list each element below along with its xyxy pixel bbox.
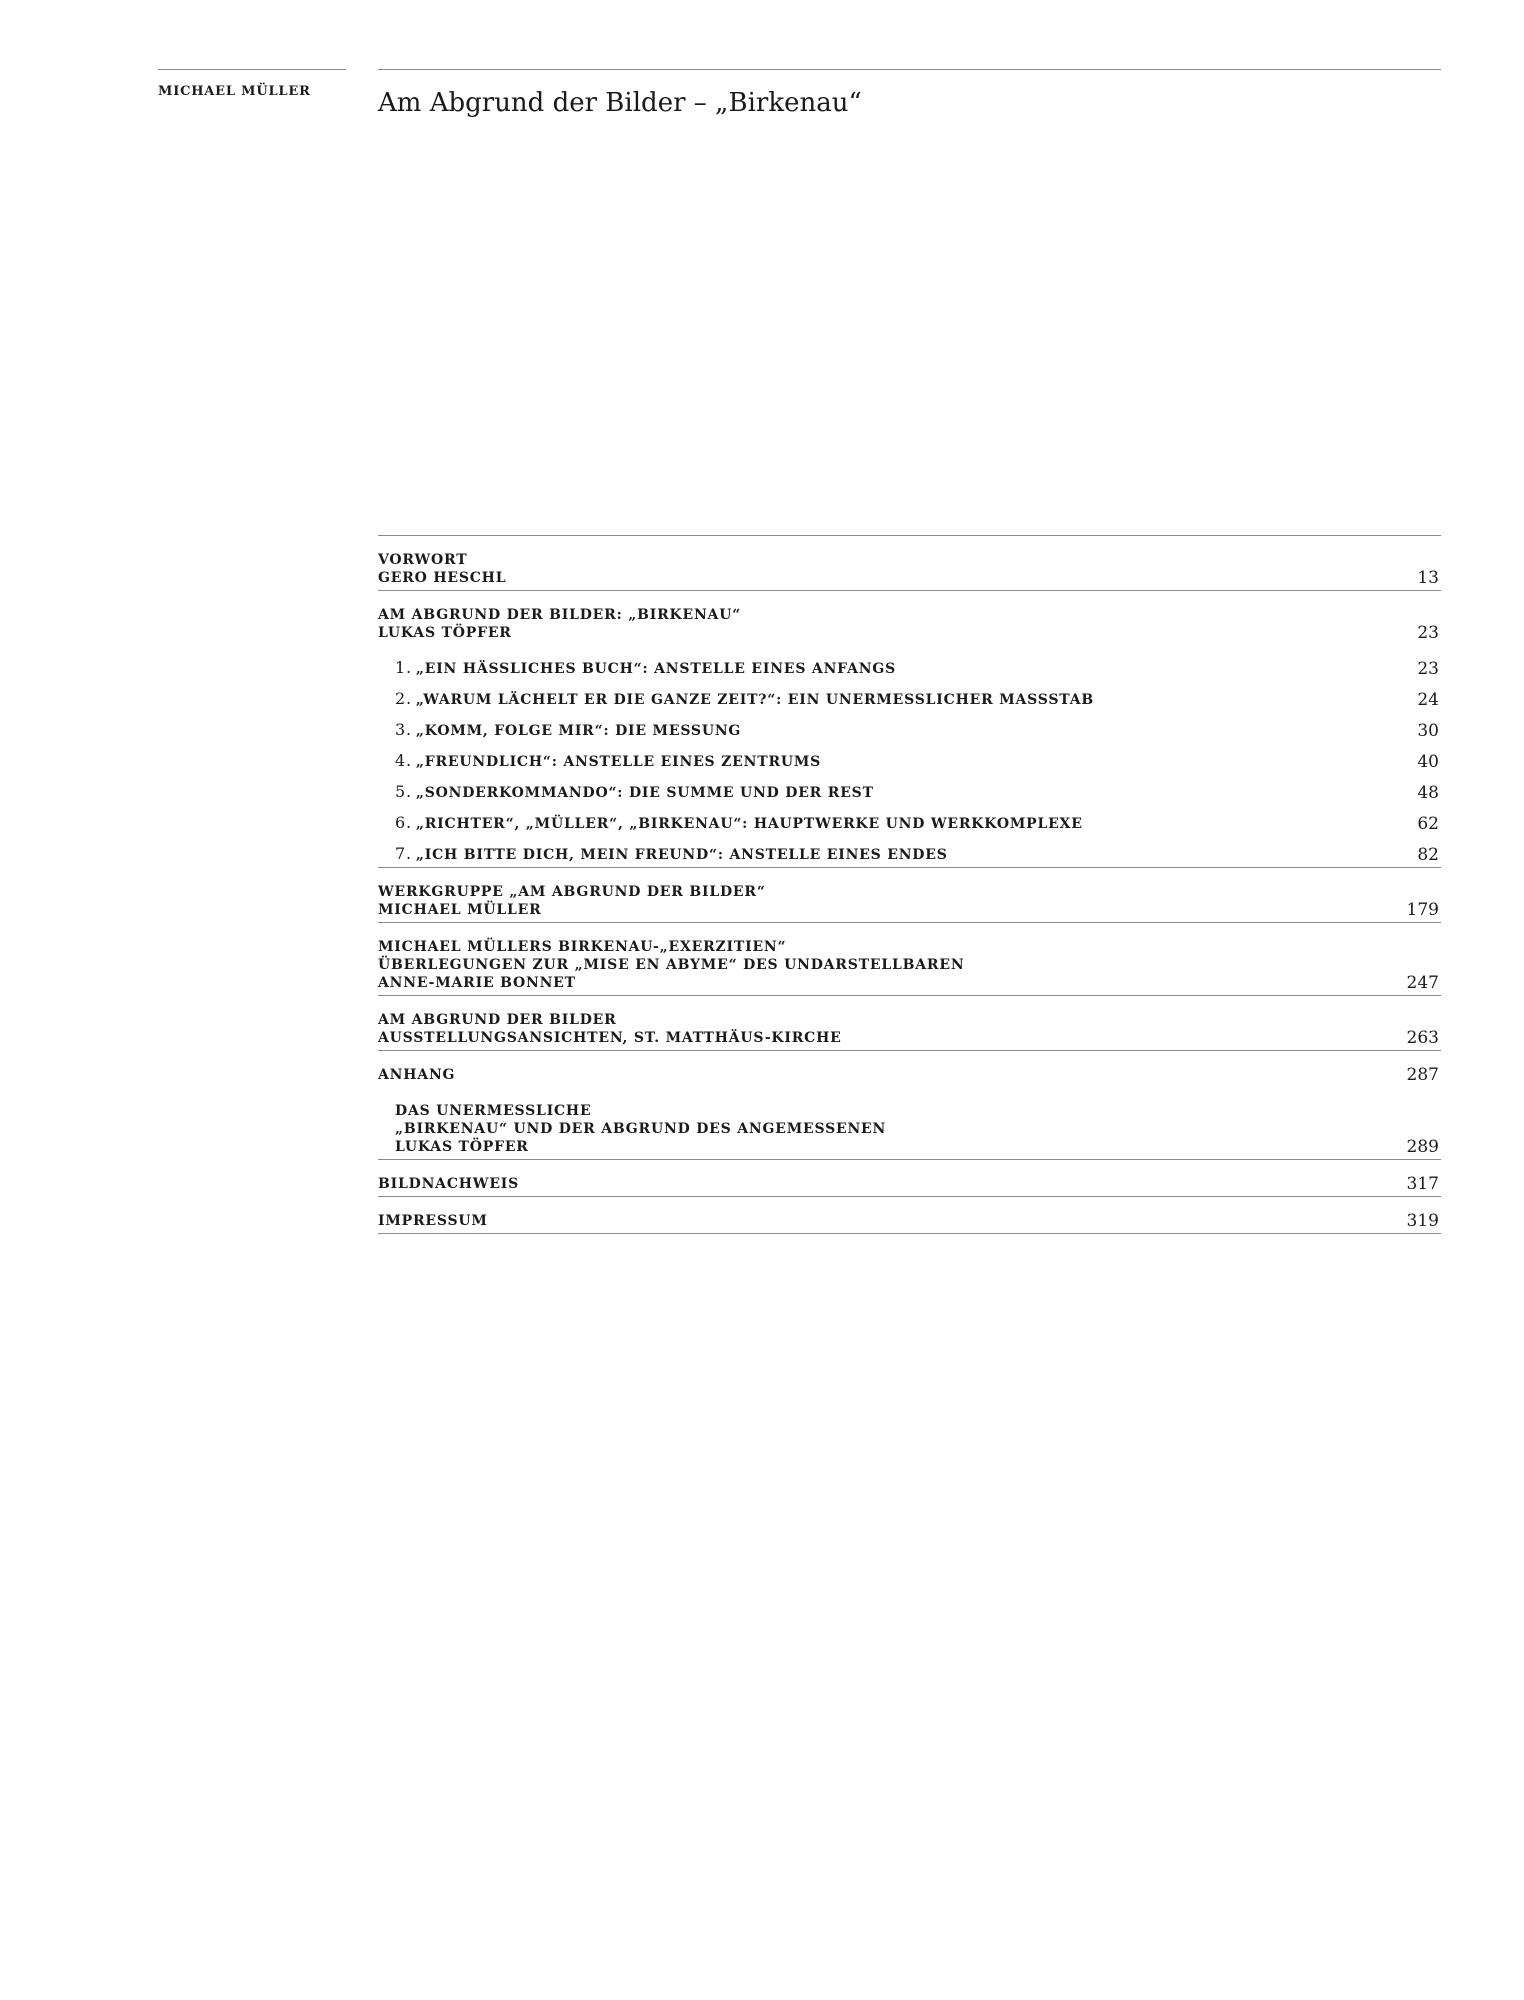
toc-chapter-6[interactable] [378, 803, 1441, 834]
toc-entry-title: VORWORT [378, 552, 468, 568]
toc-entry-unermessliche[interactable] [378, 1087, 1441, 1160]
toc-entry-subtitle: ÜBERLEGUNGEN ZUR „MISE EN ABYME“ DES UNDARSTELLBAREN [378, 957, 965, 973]
chapter-number: 2. [395, 689, 412, 708]
page-number: 23 [1417, 623, 1439, 643]
chapter-title: „EIN HÄSSLICHES BUCH“: ANSTELLE EINES ANFANGS [415, 661, 897, 677]
page-number: 40 [1417, 752, 1439, 772]
chapter-number: 7. [395, 844, 412, 863]
page-number: 263 [1406, 1028, 1439, 1048]
chapter-number: 6. [395, 813, 412, 832]
toc-entry-exerzitien[interactable] [378, 923, 1441, 996]
chapter-number: 5. [395, 782, 412, 801]
chapter-title: „SONDERKOMMANDO“: DIE SUMME UND DER REST [415, 785, 874, 801]
title-rule [378, 69, 1441, 70]
chapter-title: „ICH BITTE DICH, MEIN FREUND“: ANSTELLE EINES ENDES [415, 847, 948, 863]
toc-entry-subtitle: AUSSTELLUNGSANSICHTEN, ST. MATTHÄUS-KIRCHE [378, 1030, 842, 1046]
toc-entry-ausstellung[interactable] [378, 996, 1441, 1051]
toc-entry-author: ANNE-MARIE BONNET [378, 975, 576, 991]
page-number: 13 [1417, 568, 1439, 588]
toc-chapter-3[interactable] [378, 710, 1441, 741]
page-number: 289 [1406, 1137, 1439, 1157]
toc-entry-vorwort[interactable] [378, 536, 1441, 591]
toc-entry-subtitle: „BIRKENAU“ UND DER ABGRUND DES ANGEMESSENEN [395, 1121, 887, 1137]
page-number: 317 [1406, 1174, 1439, 1194]
author-rule [158, 69, 346, 70]
toc-chapter-7[interactable] [378, 834, 1441, 868]
chapter-number: 3. [395, 720, 412, 739]
toc-entry-essay[interactable] [378, 591, 1441, 648]
toc-entry-werkgruppe[interactable] [378, 868, 1441, 923]
chapter-number: 4. [395, 751, 412, 770]
toc-entry-bildnachweis[interactable] [378, 1160, 1441, 1197]
toc-entry-title: ANHANG [378, 1067, 456, 1083]
toc-entry-title: DAS UNERMESSLICHE [395, 1103, 592, 1119]
chapter-title: „RICHTER“, „MÜLLER“, „BIRKENAU“: HAUPTWERKE UND WERKKOMPLEXE [415, 816, 1083, 832]
page-number: 48 [1417, 783, 1439, 803]
toc-entry-author: MICHAEL MÜLLER [378, 902, 542, 918]
chapter-title: „FREUNDLICH“: ANSTELLE EINES ZENTRUMS [415, 754, 822, 770]
page-number: 23 [1417, 659, 1439, 679]
toc-entry-author: LUKAS TÖPFER [378, 625, 512, 641]
toc-entry-impressum[interactable] [378, 1197, 1441, 1234]
page-number: 30 [1417, 721, 1439, 741]
table-of-contents [378, 535, 1441, 1234]
page-number: 179 [1406, 900, 1439, 920]
toc-chapter-5[interactable] [378, 772, 1441, 803]
toc-entry-title: WERKGRUPPE „AM ABGRUND DER BILDER“ [378, 884, 766, 900]
toc-entry-anhang[interactable] [378, 1051, 1441, 1087]
toc-entry-title: AM ABGRUND DER BILDER: „BIRKENAU“ [378, 607, 742, 623]
toc-entry-author: GERO HESCHL [378, 570, 507, 586]
toc-entry-author: LUKAS TÖPFER [395, 1139, 529, 1155]
page-number: 287 [1406, 1065, 1439, 1085]
toc-chapter-1[interactable] [378, 648, 1441, 679]
chapter-title: „KOMM, FOLGE MIR“: DIE MESSUNG [415, 723, 742, 739]
toc-chapter-2[interactable] [378, 679, 1441, 710]
page-number: 82 [1417, 845, 1439, 865]
author-name: MICHAEL MÜLLER [158, 84, 311, 99]
page-number: 319 [1406, 1211, 1439, 1231]
toc-entry-title: BILDNACHWEIS [378, 1176, 520, 1192]
page-number: 62 [1417, 814, 1439, 834]
page-number: 247 [1406, 973, 1439, 993]
toc-chapter-4[interactable] [378, 741, 1441, 772]
chapter-number: 1. [395, 658, 412, 677]
toc-entry-title: AM ABGRUND DER BILDER [378, 1012, 617, 1028]
toc-entry-title: MICHAEL MÜLLERS BIRKENAU-„EXERZITIEN“ [378, 939, 787, 955]
toc-entry-title: IMPRESSUM [378, 1213, 488, 1229]
chapter-title: „WARUM LÄCHELT ER DIE GANZE ZEIT?“: EIN UNERMESSLICHER MASSSTAB [415, 692, 1095, 708]
page-title: Am Abgrund der Bilder – „Birkenau“ [378, 88, 862, 118]
page-number: 24 [1417, 690, 1439, 710]
